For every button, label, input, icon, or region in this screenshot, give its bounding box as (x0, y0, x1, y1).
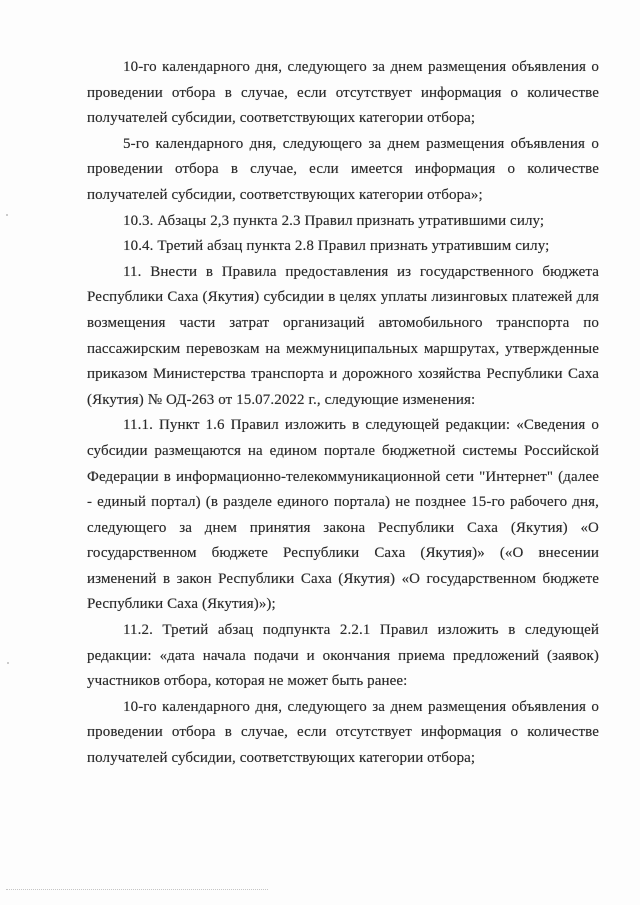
scan-speck (7, 662, 9, 664)
paragraph-8: 10-го календарного дня, следующего за днем размещения объявления о проведении отбора в случае, если отсутствует информация о количестве получателей субсидии, соответствующих категории отбора; (87, 698, 599, 767)
paragraph-5: 11. Внести в Правила предоставления из государственного бюджета Республики Саха (Якутия) субсидии в целях уплаты лизинговых платежей для возмещения части затрат организаций автомобильного транспорта по пассажирским перевозкам на межмуниципальных маршрутах, утвержденные приказом Министерства транспорта и дорожного хозяйства Республики Саха (Якутия) № ОД-263 от 15.07.2022 г., следующие изменения: (87, 263, 599, 408)
paragraph-2: 5-го календарного дня, следующего за днем размещения объявления о проведении отбора в случае, если имеется информация о количестве получателей субсидии, соответствующих категории отбора»; (87, 135, 599, 203)
paragraph-7: 11.2. Третий абзац подпункта 2.2.1 Правил изложить в следующей редакции: «дата начала подачи и окончания приема предложений (заявок) участников отбора, которая не может быть ранее: (87, 622, 599, 690)
scan-footer-artifact (6, 889, 268, 891)
scan-speck (6, 214, 8, 216)
paragraph-1: 10-го календарного дня, следующего за днем размещения объявления о проведении отбора в случае, если отсутствует информация о количестве получателей субсидии, соответствующих категории отбора; (87, 59, 599, 127)
paragraph-6: 11.1. Пункт 1.6 Правил изложить в следующей редакции: «Сведения о субсидии размещаются на едином портале бюджетной системы Российской Федерации в информационно-телекоммуникационной сети "Интернет" (далее - единый портал) (в разделе единого портала) не позднее 15-го рабочего дня, следующего за днем принятия закона Республики Саха (Якутия) «О государственном бюджете Республики Саха (Якутия)» («О внесении изменений в закон Республики Саха (Якутия) «О государственном бюджете Республики Саха (Якутия)»); (87, 417, 599, 613)
paragraph-4: 10.4. Третий абзац пункта 2.8 Правил признать утратившим силу; (123, 238, 550, 255)
document-body (87, 55, 599, 772)
paragraph-3: 10.3. Абзацы 2,3 пункта 2.3 Правил признать утратившими силу; (123, 212, 545, 229)
